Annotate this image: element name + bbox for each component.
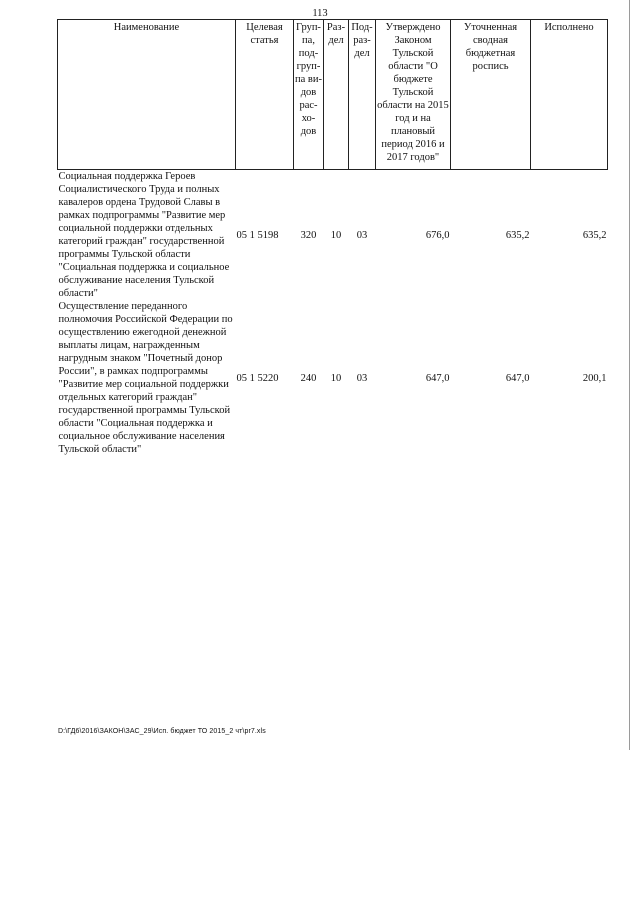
header-expense-group: Груп-па, под-груп-па ви-дов рас-хо-дов — [294, 20, 324, 170]
scan-edge-line — [629, 0, 630, 750]
table-header-row — [58, 20, 608, 170]
row-subsection: 03 — [356, 229, 368, 241]
header-approved: Утверждено Законом Тульской области "О бюджете Тульской области на 2015 год и на плановый период 2016 и 2017 годов" — [376, 20, 451, 170]
row-section: 10 — [330, 372, 342, 384]
page-number: 113 — [312, 8, 328, 19]
budget-execution-table — [57, 19, 608, 456]
header-target-article: Целевая статья — [236, 20, 294, 170]
header-executed: Исполнено — [531, 20, 608, 170]
row-expense-group: 320 — [300, 229, 317, 241]
table-row — [58, 170, 608, 301]
row-approved: 647,0 — [425, 372, 450, 384]
file-path-footer: D:\ГД6\2016\ЗАКОН\ЗАС_29\Исп. бюджет ТО 2015_2 чт\pr7.xls — [58, 728, 266, 735]
header-section: Раз-дел — [324, 20, 349, 170]
row-name: Осуществление переданного полномочия Российской Федерации по осуществлению ежегодной денежной выплаты лицам, награжденным нагрудным знаком "Почетный донор России", в рамках подпрограммы "Развитие мер социальной поддержки отдельных категорий граждан" государственной программы Тульской области "Социальная поддержка и социальное обслуживание населения Тульской области" — [58, 301, 233, 455]
row-target-article: 05 1 5220 — [236, 372, 279, 384]
row-refined: 647,0 — [505, 372, 530, 384]
header-subsection: Под-раз-дел — [349, 20, 376, 170]
row-section: 10 — [330, 229, 342, 241]
row-expense-group: 240 — [300, 372, 317, 384]
row-executed: 200,1 — [582, 372, 607, 384]
header-refined-budget: Уточненная сводная бюджетная роспись — [451, 20, 531, 170]
row-target-article: 05 1 5198 — [236, 229, 279, 241]
row-approved: 676,0 — [425, 229, 450, 241]
table-row — [58, 300, 608, 456]
header-name: Наименование — [58, 20, 236, 170]
row-refined: 635,2 — [505, 229, 530, 241]
row-name: Социальная поддержка Героев Социалистического Труда и полных кавалеров ордена Трудовой Славы в рамках подпрограммы "Развитие мер социальной поддержки отдельных категорий граждан" государственной программы Тульской области "Социальная поддержка и социальное обслуживание населения Тульской области" — [58, 171, 230, 299]
row-executed: 635,2 — [582, 229, 607, 241]
row-subsection: 03 — [356, 372, 368, 384]
